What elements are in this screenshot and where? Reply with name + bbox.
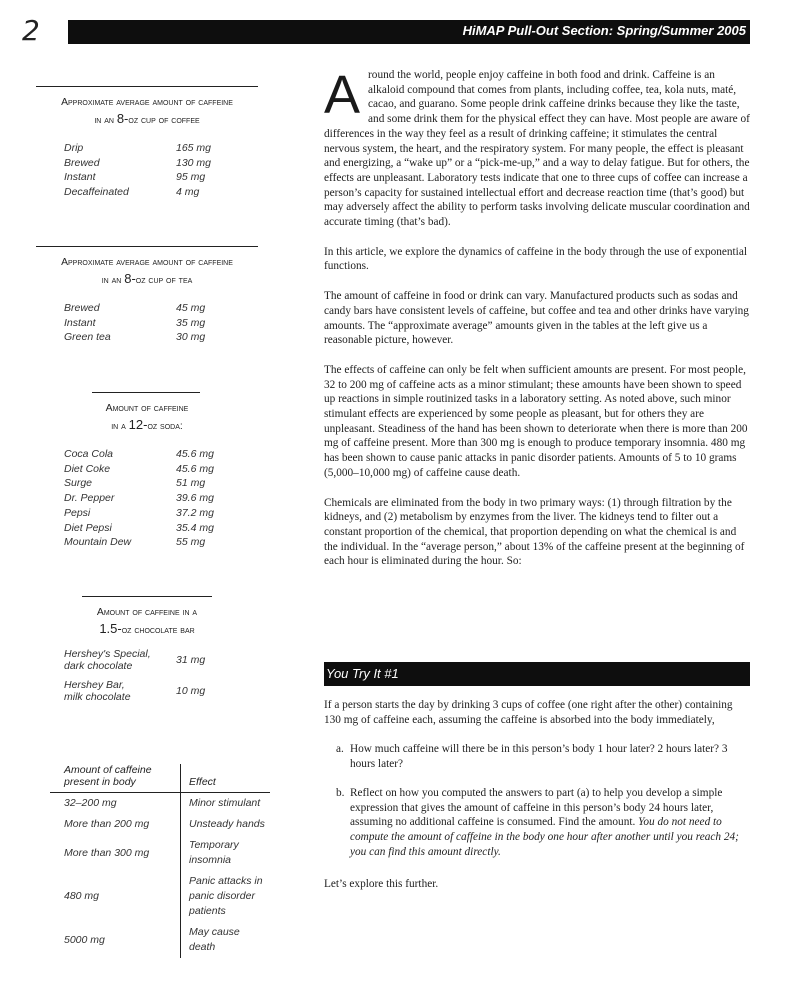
table-row: Surge 51 mg — [64, 477, 206, 490]
question-b: b. Reflect on how you computed the answers to part (a) to help you develop a simple expression that gives the amount of caffeine in this person’s body 24 hours later, assuming no additional caffeine is consumed. Find the amount. You do not need to compute the amount of caffeine in the body one hour after another until you reach 24; you can find this amount directly. — [336, 786, 739, 858]
table-row: Diet Pepsi 35.4 mg — [64, 521, 214, 534]
try-it-body — [324, 698, 750, 907]
chocolate-table — [36, 596, 258, 703]
try-it-title: You Try It #1 — [326, 666, 399, 681]
table-row: Brewed 130 mg — [64, 156, 212, 169]
table-row: Dr. Pepper 39.6 mg — [64, 492, 214, 505]
table-row: 480 mg Panic attacks in panic disorder patients — [50, 871, 270, 922]
coffee-table — [36, 86, 258, 200]
paragraph: In this article, we explore the dynamics of caffeine in the body through the use of exponential functions. — [324, 245, 747, 273]
closing-line: Let’s explore this further. — [324, 878, 439, 891]
table-row: Green tea 30 mg — [64, 331, 206, 344]
paragraph: Chemicals are eliminated from the body in two primary ways: (1) through filtration by the kidneys, and (2) metabolism by enzymes from the liver. The kidneys tend to filter out a constant proportion of the chemical, that proportion depending on what the chemical is and the individual. In the “average person,” about 13% of the caffeine present at the beginning of each hour is eliminated during the hour. So: — [324, 496, 745, 568]
table-row: Diet Coke 45.6 mg — [64, 462, 214, 475]
table-row: Decaffeinated 4 mg — [64, 186, 200, 199]
table-row: 5000 mg May cause death — [50, 922, 270, 958]
header-bar — [68, 20, 750, 44]
table-row: Brewed 45 mg — [64, 302, 206, 314]
try-it-header — [324, 662, 750, 686]
table-row: Coca Cola 45.6 mg — [64, 448, 214, 460]
try-it-questions — [324, 742, 750, 859]
tea-table — [36, 246, 258, 345]
soda-table — [36, 392, 258, 550]
paragraph: The effects of caffeine can only be felt when sufficient amounts are present. For most people, 32 to 200 mg of caffeine acts as a minor stimulant; these amounts have been shown to speed up reactions in simple routinized tasks in a laboratory setting. As noted above, such minor stimulant effects are experienced by some people as pleasant, but for others they are unpleasant. Steadiness of the hand has been shown to deteriorate when there is more than 200 mg of caffeine present. More than 300 mg is enough to produce temporary insomnia. 480 mg has been shown to cause panic attacks in panic disorder patients. Amounts of 5 to 10 grams (5,000–10,000 mg) of caffeine cause death. — [324, 363, 748, 479]
table-row: Hershey's Special, dark chocolate 31 mg — [64, 648, 206, 672]
column-header-effect: Effect — [181, 764, 271, 793]
chocolate-table-title: Amount of caffeine in a 1.5-oz chocolate bar — [96, 607, 198, 636]
table-row: Instant 35 mg — [64, 316, 206, 329]
intro-paragraph: Around the world, people enjoy caffeine in both food and drink. Caffeine is an alkaloid compound that comes from plants, including coffee, tea, kola nuts, maté, cacao, and guarano. Some people drink caffeine drinks because they like the taste, and some drink them for the physical effect they can have. Most people are aware of differences in the way they feel as a result of drinking caffeine; it stimulates the central nervous system, the heart, and the respiratory system. For many people, the effect is pleasant and energizing, a “wake up” or a “pick-me-up,” and a way to delay fatigue. But for others, the effects are unpleasant. Laboratory tests indicate that one to three cups of coffee can increase a person’s capacity for sustained intellectual effort and decrease reaction time (that’s good) but may adversely affect the ability to perform tasks involving delicate muscular coordination and accurate timing (that’s bad). — [324, 65, 750, 229]
table-row: More than 300 mg Temporary insomnia — [50, 835, 270, 871]
article-body — [324, 65, 750, 584]
table-row: Mountain Dew 55 mg — [64, 536, 206, 549]
drop-cap: A — [324, 65, 361, 125]
table-row: More than 200 mg Unsteady hands — [50, 814, 270, 835]
caffeine-effects-table — [50, 764, 270, 958]
tea-table-title: Approximate average amount of caffeine in an 8-oz cup of tea — [61, 257, 233, 286]
table-row: Instant 95 mg — [64, 171, 206, 184]
try-it-intro: If a person starts the day by drinking 3 cups of coffee (one right after the other) containing 130 mg of caffeine each, assuming the caffeine is absorbed into the body immediately, — [324, 699, 733, 726]
header-title: HiMAP Pull-Out Section: Spring/Summer 2005 — [462, 23, 746, 38]
page-number: 2 — [22, 14, 40, 47]
paragraph: The amount of caffeine in food or drink can vary. Manufactured products such as sodas and candy bars have consistent levels of caffeine, but coffee and tea and other drinks have varying amounts. The “approximate average” amounts given in the tables at the left give us a reasonable picture, however. — [324, 290, 749, 347]
question-a: a. How much caffeine will there be in this person’s body 1 hour later? 2 hours later? 3 hours later? — [336, 743, 728, 771]
table-row: Pepsi 37.2 mg — [64, 506, 214, 519]
column-header-amount: Amount of caffeine present in body — [50, 764, 181, 793]
table-row: Drip 165 mg — [64, 142, 212, 154]
table-row: 32–200 mg Minor stimulant — [50, 793, 270, 815]
soda-table-title: Amount of caffeine in a 12-oz soda: — [105, 403, 189, 432]
coffee-table-title: Approximate average amount of caffeine in an 8-oz cup of coffee — [61, 97, 233, 126]
table-row: Hershey Bar, milk chocolate 10 mg — [64, 679, 206, 703]
